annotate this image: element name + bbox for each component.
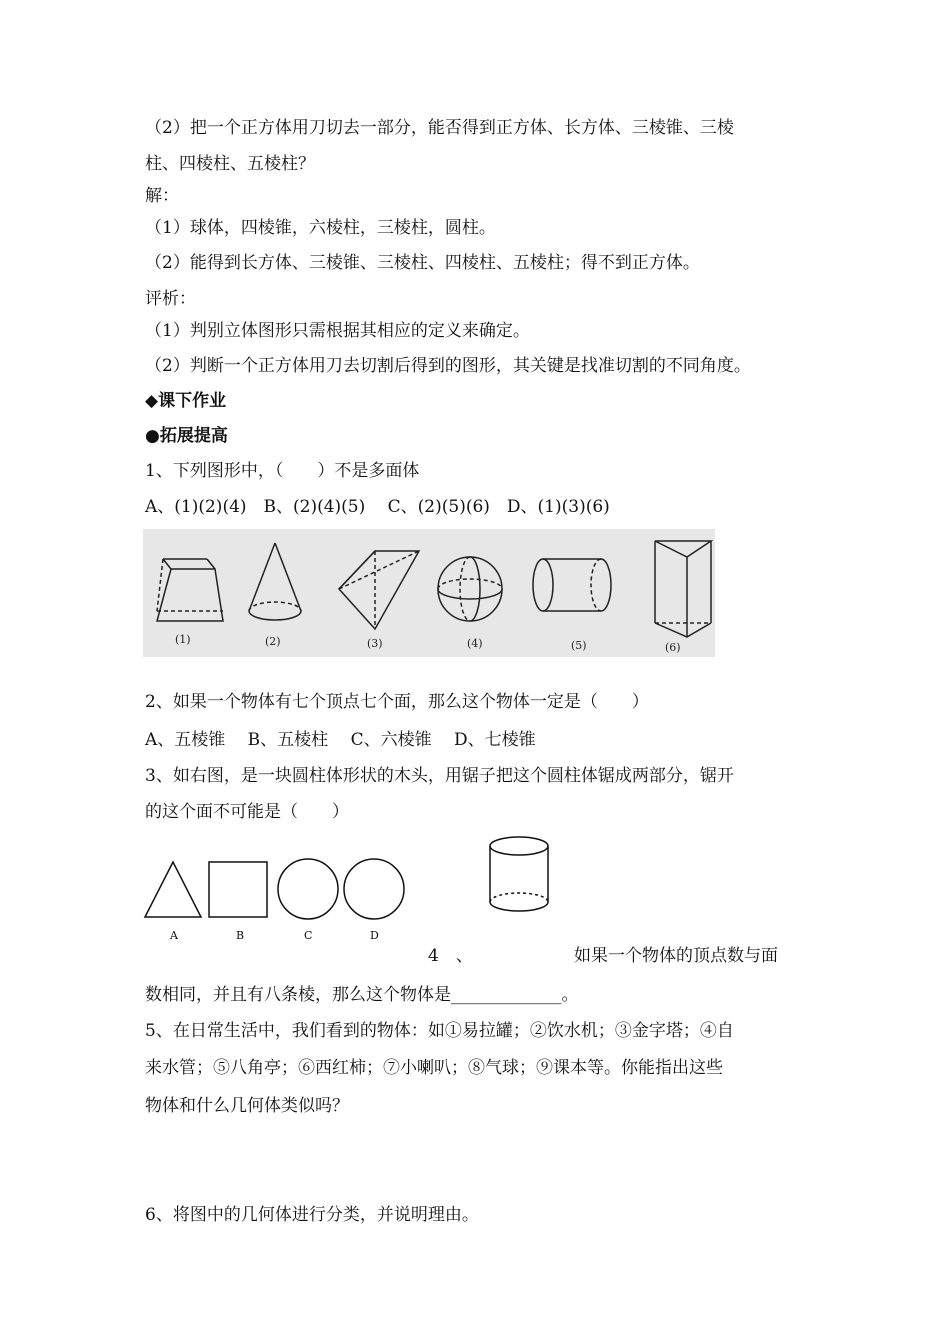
prev-q2-line2: 柱、四棱柱、五棱柱？ — [145, 154, 315, 174]
solution-answer-1: （1）球体，四棱锥，六棱柱，三棱柱，圆柱。 — [145, 218, 496, 238]
shape-a-triangle — [145, 862, 201, 917]
q3-line2: 的这个面不可能是（ ） — [145, 802, 349, 822]
shape-label-d: D — [370, 929, 379, 942]
prev-q2-line1: （2）把一个正方体用刀切去一部分，能否得到正方体、长方体、三棱锥、三棱 — [145, 118, 734, 138]
q1-text: 1、下列图形中，（ ）不是多面体 — [145, 461, 420, 481]
q5-line1: 5、在日常生活中，我们看到的物体：如①易拉罐；②饮水机；③金字塔；④自 — [145, 1021, 734, 1041]
q4-line2: 数相同，并且有八条棱，那么这个物体是_____________。 — [145, 985, 579, 1005]
solid-label-6: (6) — [665, 641, 681, 654]
shape-label-b: B — [236, 929, 245, 942]
solution-heading: 解： — [145, 186, 179, 206]
q1-solids-figure — [143, 529, 715, 657]
solid-label-1: (1) — [175, 633, 191, 646]
q4-line1-rest: 如果一个物体的顶点数与面 — [574, 946, 778, 966]
q5-line2: 来水管；⑤八角亭；⑥西红柿；⑦小喇叭；⑧气球；⑨课本等。你能指出这些 — [145, 1058, 723, 1078]
q2-text: 2、如果一个物体有七个顶点七个面，那么这个物体一定是（ ） — [145, 692, 649, 712]
q3-cylinder-figure — [486, 834, 552, 918]
analysis-heading: 评析： — [145, 289, 196, 309]
shape-b-square — [209, 862, 267, 917]
q2-options: A、五棱锥 B、五棱柱 C、六棱锥 D、七棱锥 — [145, 730, 536, 750]
q3-line1: 3、如右图，是一块圆柱体形状的木头，用锯子把这个圆柱体锯成两部分，锯开 — [145, 766, 734, 786]
solution-answer-2: （2）能得到长方体、三棱锥、三棱柱、四棱柱、五棱柱；得不到正方体。 — [145, 253, 700, 273]
solid-label-5: (5) — [571, 639, 587, 652]
shape-c-circle — [278, 859, 338, 919]
section-homework: ◆课下作业 — [145, 391, 227, 411]
shape-label-c: C — [304, 929, 313, 942]
analysis-point-1: （1）判别立体图形只需根据其相应的定义来确定。 — [145, 321, 530, 341]
solid-label-4: (4) — [467, 637, 483, 650]
q5-line3: 物体和什么几何体类似吗？ — [145, 1096, 349, 1116]
q3-shapes-figure — [140, 855, 420, 947]
solid-label-3: (3) — [367, 637, 383, 650]
solid-label-2: (2) — [265, 635, 281, 648]
shape-label-a: A — [170, 929, 178, 942]
section-extend: ●拓展提高 — [145, 426, 228, 446]
q6-text: 6、将图中的几何体进行分类，并说明理由。 — [145, 1205, 479, 1225]
shape-d-circle — [344, 859, 404, 919]
q4-number: 4 、 — [428, 946, 473, 966]
q1-options: A、(1)(2)(4) B、(2)(4)(5) C、(2)(5)(6) D、(1)(3)(6) — [145, 497, 610, 517]
analysis-point-2: （2）判断一个正方体用刀去切割后得到的图形，其关键是找准切割的不同角度。 — [145, 356, 751, 376]
